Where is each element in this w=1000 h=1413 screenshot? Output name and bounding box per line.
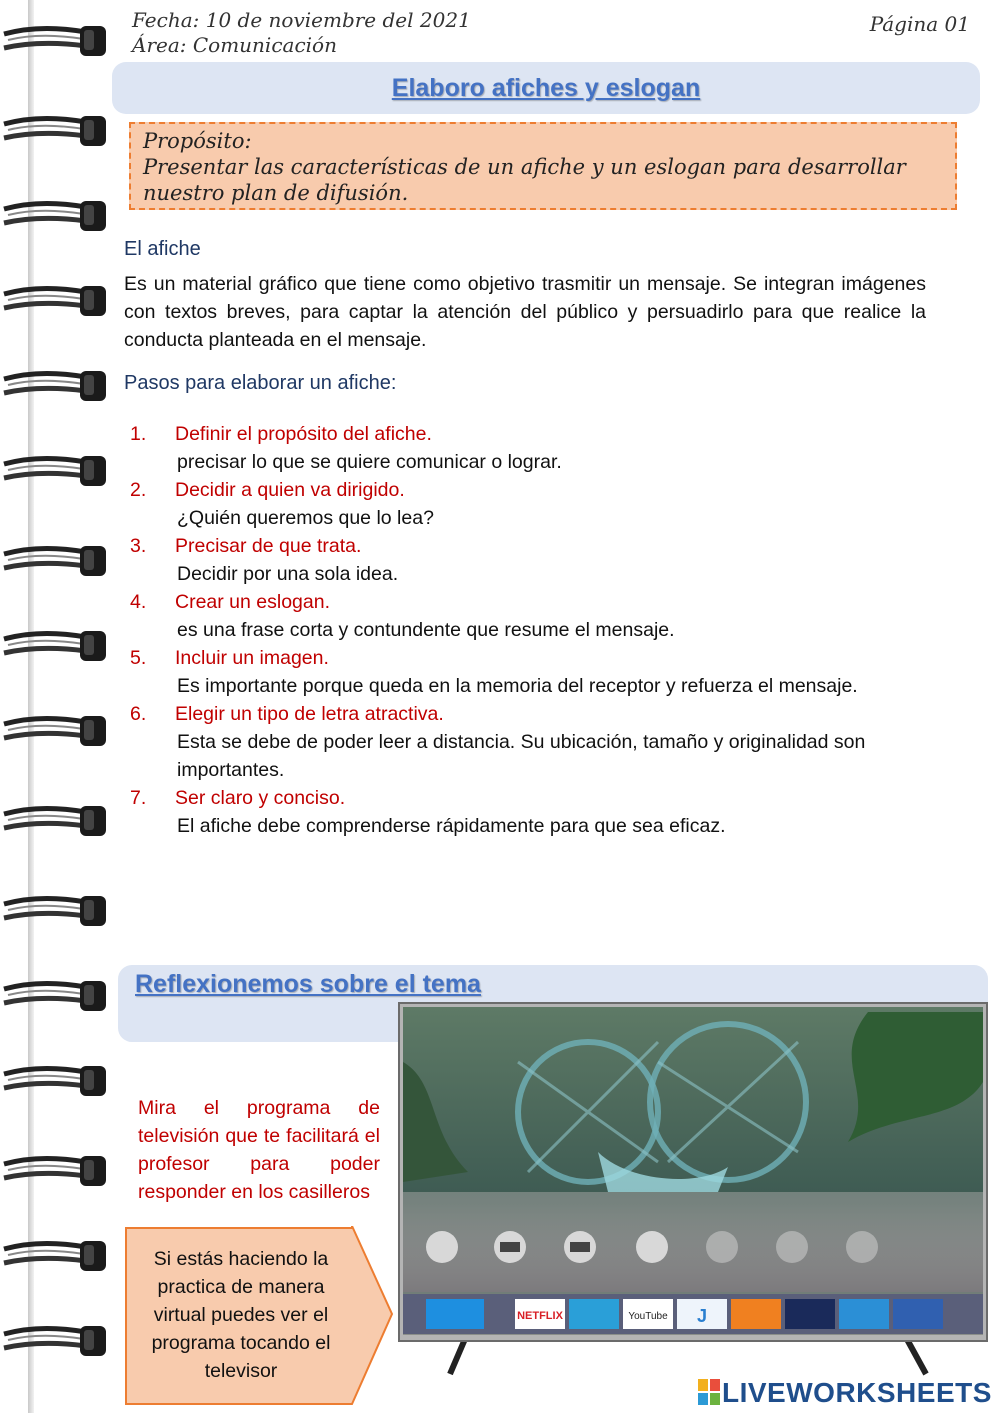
- spiral-ring: [0, 540, 112, 582]
- step-item: [130, 532, 960, 588]
- step-number: 3.: [130, 535, 147, 557]
- spiral-ring: [0, 1150, 112, 1192]
- date-label: Fecha: 10 de noviembre del 2021: [132, 8, 471, 32]
- step-number: 4.: [130, 591, 147, 613]
- step-item: [130, 476, 960, 532]
- page-title: Elaboro afiches y eslogan: [391, 73, 701, 102]
- area-label: Área: Comunicación: [132, 33, 337, 57]
- spiral-ring: [0, 20, 112, 62]
- app-tile: [731, 1299, 781, 1329]
- afiche-heading: El afiche: [124, 238, 201, 260]
- reflection-title: Reflexionemos sobre el tema: [135, 970, 481, 998]
- spiral-ring: [0, 710, 112, 752]
- step-number: 5.: [130, 647, 147, 669]
- step-description: ¿Quién queremos que lo lea?: [177, 507, 434, 529]
- spiral-ring: [0, 800, 112, 842]
- afiche-definition: Es un material gráfico que tiene como objetivo trasmitir un mensaje. Se integran imágenes con textos breves, para captar la atención del público y persuadirlo para que realice la conducta planteada en el mensaje.: [124, 273, 926, 351]
- liveworksheets-icon: [698, 1379, 722, 1407]
- step-title: Decidir a quien va dirigido.: [175, 479, 405, 501]
- spiral-ring: [0, 110, 112, 152]
- spiral-ring: [0, 365, 112, 407]
- step-description: precisar lo que se quiere comunicar o lograr.: [177, 451, 562, 473]
- step-description: Es importante porque queda en la memoria del receptor y refuerza el mensaje.: [177, 675, 858, 697]
- step-number: 1.: [130, 423, 147, 445]
- step-title: Precisar de que trata.: [175, 535, 362, 557]
- spiral-ring: [0, 625, 112, 667]
- step-item: [130, 588, 960, 644]
- step-title: Elegir un tipo de letra atractiva.: [175, 703, 444, 725]
- header-info: [132, 8, 471, 58]
- netflix-label: NETFLIX: [517, 1310, 563, 1322]
- step-item: [130, 784, 960, 840]
- youtube-label: YouTube: [628, 1311, 668, 1322]
- spiral-ring: [0, 890, 112, 932]
- spiral-ring: [0, 280, 112, 322]
- step-description: Esta se debe de poder leer a distancia. Su ubicación, tamaño y originalidad son importantes.: [177, 731, 866, 781]
- step-title: Definir el propósito del afiche.: [175, 423, 432, 445]
- step-item: [130, 420, 960, 476]
- spiral-ring: [0, 1320, 112, 1362]
- purpose-label: Propósito:: [143, 129, 252, 153]
- step-item: [130, 700, 960, 784]
- purpose-line-2: nuestro plan de difusión.: [143, 181, 409, 205]
- step-title: Crear un eslogan.: [175, 591, 331, 613]
- step-number: 7.: [130, 787, 147, 809]
- title-banner: [112, 62, 980, 114]
- app-tile: [785, 1299, 835, 1329]
- virtual-practice-note: Si estás haciendo la practica de manera virtual puedes ver el programa tocando el televisor: [151, 1248, 331, 1382]
- liveworksheets-logo: [698, 1377, 992, 1409]
- step-number: 2.: [130, 479, 147, 501]
- tv-menu-panel: [403, 1192, 983, 1292]
- step-description: Decidir por una sola idea.: [177, 563, 399, 585]
- app-tile: [893, 1299, 943, 1329]
- app-tile: [426, 1299, 484, 1329]
- step-description: El afiche debe comprenderse rápidamente para que sea eficaz.: [177, 815, 726, 837]
- step-title: Ser claro y conciso.: [175, 787, 346, 809]
- steps-list: [130, 420, 960, 840]
- instruction-text: Mira el programa de televisión que te facilitará el profesor para poder responder en los casilleros: [138, 1097, 380, 1203]
- purpose-box: [129, 122, 957, 210]
- steps-heading: Pasos para elaborar un afiche:: [124, 372, 397, 394]
- step-item: [130, 644, 960, 700]
- television-button[interactable]: [398, 1002, 988, 1377]
- spiral-ring: [0, 975, 112, 1017]
- j-app-label: J: [696, 1306, 708, 1326]
- spiral-ring: [0, 1060, 112, 1102]
- step-number: 6.: [130, 703, 147, 725]
- page-number: Página 01: [869, 12, 970, 36]
- purpose-line-1: Presentar las características de un afiche y un eslogan para desarrollar: [143, 155, 906, 179]
- spiral-ring: [0, 1235, 112, 1277]
- liveworksheets-text: LIVEWORKSHEETS: [722, 1377, 992, 1408]
- app-tile: [569, 1299, 619, 1329]
- step-description: es una frase corta y contundente que resume el mensaje.: [177, 619, 675, 641]
- spiral-ring: [0, 195, 112, 237]
- app-tile: [839, 1299, 889, 1329]
- step-title: Incluir un imagen.: [175, 647, 329, 669]
- spiral-ring: [0, 450, 112, 492]
